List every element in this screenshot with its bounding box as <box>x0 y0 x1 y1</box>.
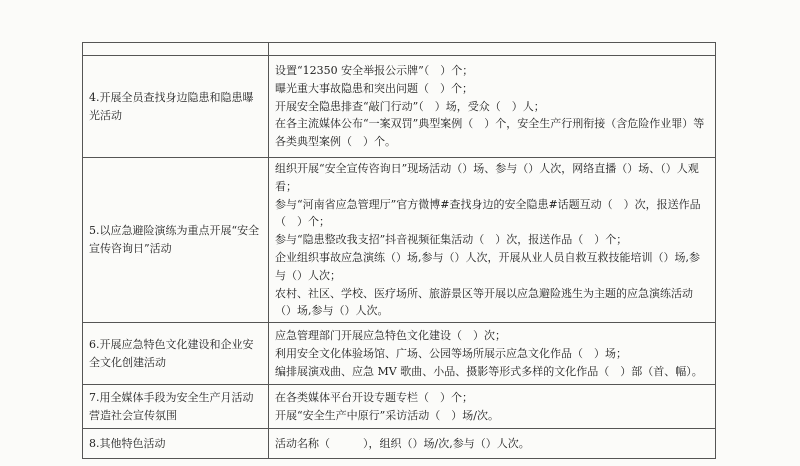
item-cell: 6.开展应急特色文化建设和企业安全文化创建活动 <box>83 323 269 385</box>
table-row <box>83 158 716 323</box>
content-line: 农村、社区、学校、医疗场所、旅游景区等开展以应急避险逃生为主题的应急演练活动（）场,参与（）人次。 <box>275 286 693 318</box>
item-cell <box>83 43 269 56</box>
content-line: 活动名称（ ），组织（）场/次,参与（）人次。 <box>275 436 530 450</box>
content-cell <box>269 158 716 323</box>
content-line: 开展安全隐患排查“敲门行动”（ ）场，受众（ ）人； <box>275 99 545 113</box>
table-row <box>83 323 716 385</box>
table-row-top-edge <box>83 43 716 56</box>
content-line: 应急管理部门开展应急特色文化建设（ ）次； <box>275 328 506 342</box>
content-line: 组织开展“安全宣传咨询日”现场活动（）场、参与（）人次，网络直播（）场、（）人观看； <box>275 162 699 193</box>
content-line: 参与“河南省应急管理厅”官方微博#查找身边的安全隐患#话题互动（ ）次，报送作品（ ）个； <box>275 197 701 229</box>
table-row <box>83 429 716 459</box>
content-line: 利用安全文化体验场馆、广场、公园等场所展示应急文化作品（ ）场； <box>275 346 627 360</box>
content-line: 曝光重大事故隐患和突出问题（ ）个； <box>275 81 473 95</box>
activity-table <box>82 42 716 459</box>
content-cell <box>269 385 716 429</box>
item-cell: 7.用全媒体手段为安全生产月活动营造社会宣传氛围 <box>83 385 269 429</box>
content-cell <box>269 43 716 56</box>
table-row <box>83 56 716 158</box>
content-cell <box>269 429 716 459</box>
content-line: 编排展演戏曲、应急 MV 歌曲、小品、摄影等形式多样的文化作品（ ）部（首、幅）。 <box>275 364 703 378</box>
item-cell: 8.其他特色活动 <box>83 429 269 459</box>
content-line: 在各主流媒体公布“一案双罚”典型案例（ ）个，安全生产行刑衔接（含危险作业罪）等各类典型案例（ ）个。 <box>275 117 705 149</box>
item-cell: 5.以应急避险演练为重点开展“安全宣传咨询日”活动 <box>83 158 269 323</box>
table-row <box>83 385 716 429</box>
content-line: 在各类媒体平台开设专题专栏（ ）个； <box>275 390 473 404</box>
content-line: 参与“隐患整改我支招”抖音视频征集活动（ ）次，报送作品（ ）个； <box>275 233 628 247</box>
item-cell: 4.开展全员查找身边隐患和隐患曝光活动 <box>83 56 269 158</box>
content-line: 企业组织事故应急演练（）场,参与（）人次，开展从业人员自救互救技能培训（）场,参与（）人次； <box>275 250 700 282</box>
content-cell <box>269 56 716 158</box>
content-cell <box>269 323 716 385</box>
content-line: 设置“12350 安全举报公示牌”（ ）个； <box>275 64 474 77</box>
content-line: 开展“安全生产中原行”采访活动（ ）场/次。 <box>275 408 499 422</box>
